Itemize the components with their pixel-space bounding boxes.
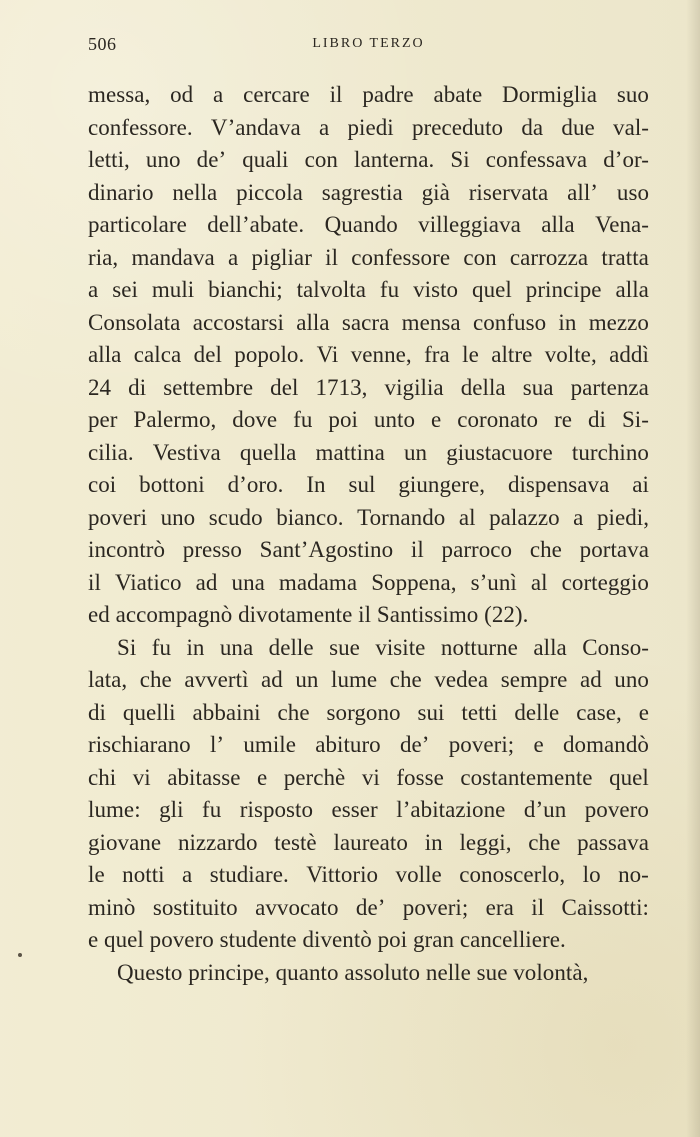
word: mandava [131, 244, 215, 270]
text-line [88, 534, 649, 567]
word: e [533, 732, 544, 757]
word: le [462, 342, 479, 367]
word: cilia. [88, 439, 134, 465]
word: che [277, 699, 310, 725]
text-line-content [88, 762, 649, 795]
word: tetti [461, 699, 498, 725]
text-line-content [88, 112, 649, 145]
scan-shadow-edge [686, 0, 700, 1137]
text-line [88, 762, 649, 795]
text-line-content [88, 502, 649, 535]
word: Sant’Agostino [259, 537, 394, 562]
text-line-content [88, 469, 649, 502]
word: Dormiglia [502, 82, 598, 107]
word: quel [609, 764, 649, 790]
word: 24 [88, 374, 112, 400]
word: de’ [196, 147, 227, 172]
word: piccola [236, 179, 303, 205]
word: alla [541, 212, 575, 237]
text-line-content [88, 697, 649, 730]
word: vi [132, 764, 151, 790]
running-title: LIBRO TERZO [312, 36, 425, 51]
word: abituro [315, 732, 381, 757]
word: due [561, 114, 595, 140]
page-header [88, 34, 649, 58]
word: sempre [500, 667, 568, 692]
word: Viatico [114, 569, 182, 595]
word: nella [172, 179, 218, 205]
word: ad [261, 667, 283, 692]
word: riservata [468, 179, 549, 205]
word: padre [362, 82, 414, 107]
word: Conso- [582, 634, 649, 660]
text-line [88, 697, 649, 730]
text-line [88, 599, 649, 632]
word: re [554, 407, 573, 432]
text-line [88, 144, 649, 177]
word: in [424, 829, 443, 855]
word: povero [584, 797, 649, 822]
word: testè [274, 829, 317, 855]
word: scudo [208, 504, 263, 530]
word: da [521, 114, 544, 140]
word: sacra [341, 309, 390, 335]
word: case, [576, 699, 622, 725]
word: lata, [88, 667, 128, 692]
word: poi [328, 407, 358, 432]
text-line-content [88, 664, 649, 697]
word: confessore [351, 244, 451, 270]
word: poveri; [448, 732, 515, 757]
word: mensa [401, 309, 461, 335]
word: dell’abate. [207, 212, 305, 237]
text-line-content [88, 79, 649, 112]
text-line [88, 859, 649, 892]
word: particolare [88, 212, 187, 237]
word: val- [613, 114, 649, 140]
word: piedi, [596, 504, 649, 530]
word: quel [472, 277, 512, 302]
word: ad [579, 667, 602, 692]
word: volte, [544, 342, 597, 367]
word: giustacuore [446, 439, 553, 465]
word: a [573, 504, 584, 530]
text-line [88, 112, 649, 145]
word: de’ [355, 894, 386, 920]
word: fosse [396, 764, 444, 790]
word: del [270, 374, 299, 400]
word: carrozza [509, 244, 589, 270]
word: alla [296, 309, 330, 335]
word: quali [242, 147, 289, 172]
word: con [463, 244, 497, 270]
word: bottoni [139, 472, 205, 497]
word: l’ [209, 732, 225, 757]
word: portava [579, 537, 649, 562]
word: sua [522, 374, 554, 400]
text-line-content [88, 534, 649, 567]
text-line-content [88, 729, 649, 762]
body-text [88, 79, 649, 989]
text-line [88, 567, 649, 600]
word: mezzo [588, 309, 649, 335]
word: e [256, 764, 268, 790]
word: tratta [601, 244, 649, 270]
word: dove [232, 407, 278, 432]
word: sul [348, 472, 376, 497]
word: alla [615, 277, 649, 302]
text-line [88, 827, 649, 860]
word: poveri [88, 504, 148, 530]
word: settembre [163, 374, 254, 400]
text-line [88, 469, 649, 502]
word: preceduto [411, 114, 504, 140]
text-line [88, 794, 649, 827]
word: quella [239, 439, 297, 465]
word: lume: [88, 797, 141, 822]
word: turchino [571, 439, 649, 465]
word: Soppena, [371, 569, 457, 595]
word: messa, [88, 82, 151, 107]
word: rischiarano [88, 732, 191, 757]
word: chi [88, 764, 117, 790]
word: ai [632, 472, 649, 497]
word: uno [614, 667, 649, 692]
text-line-content [88, 567, 649, 600]
word: studiare. [209, 862, 289, 887]
word: Vestiva [152, 439, 221, 465]
word: esser [331, 797, 378, 822]
word: avvertì [184, 667, 249, 692]
word: cercare [243, 82, 310, 107]
text-line [88, 242, 649, 275]
word: un [403, 439, 428, 465]
text-line [88, 404, 649, 437]
word: od [170, 82, 194, 107]
word: il [329, 82, 343, 107]
text-line [88, 177, 649, 210]
text-line-content: Questo principe, quanto assoluto nelle sue volontà, [117, 959, 589, 985]
word: e [638, 699, 649, 725]
text-line-content [88, 339, 649, 372]
word: de’ [399, 732, 430, 757]
word: era [485, 894, 514, 920]
word: sui [417, 699, 445, 725]
word: fu [293, 407, 313, 432]
word: coronato [457, 407, 539, 432]
word: fu [151, 634, 171, 660]
text-line [88, 502, 649, 535]
text-line [88, 924, 649, 957]
print-speck [18, 953, 22, 957]
word: vigilia [384, 374, 444, 400]
text-line-content [88, 859, 649, 892]
word: confessava [485, 147, 588, 172]
word: quelli [122, 699, 176, 725]
word: leggi, [459, 829, 512, 855]
word: talvolta [296, 277, 366, 302]
text-line [88, 664, 649, 697]
text-line [88, 957, 649, 990]
word: popolo. [234, 342, 305, 367]
text-line [88, 729, 649, 762]
word: il [88, 569, 101, 595]
word: notturne [440, 634, 518, 660]
word: ria, [88, 244, 119, 270]
word: sei [112, 277, 138, 302]
text-line [88, 274, 649, 307]
word: notti [122, 862, 165, 887]
word: di [588, 407, 606, 432]
word: d’oro. [227, 472, 284, 497]
word: una [231, 569, 265, 595]
text-line-content [88, 372, 649, 405]
text-line [88, 892, 649, 925]
word: principe [525, 277, 602, 302]
word: sostituito [152, 894, 238, 920]
word: mattina [315, 439, 385, 465]
word: domandò [562, 732, 649, 757]
word: del [193, 342, 222, 367]
word: che [139, 667, 172, 692]
text-line-content [88, 307, 649, 340]
word: abate [433, 82, 483, 107]
word: che [529, 537, 562, 562]
word: corteggio [561, 569, 649, 595]
word: passava [577, 829, 649, 855]
word: delle [268, 634, 314, 660]
word: venne, [350, 342, 412, 367]
text-line-content: e quel povero studente diventò poi gran cancelliere. [88, 927, 566, 952]
text-line-content [88, 242, 649, 275]
word: giungere, [398, 472, 486, 497]
word: perchè [283, 764, 346, 790]
word: lume [331, 667, 378, 692]
text-line-content [88, 437, 649, 470]
word: dinario [88, 179, 154, 205]
text-line-content [88, 209, 649, 242]
word: Consolata [88, 309, 181, 335]
word: dispensava [507, 472, 610, 497]
word: della [460, 374, 506, 400]
word: a [182, 862, 193, 887]
word: poveri; [402, 894, 469, 920]
word: uno [145, 147, 181, 172]
word: presso [182, 537, 242, 562]
word: visto [413, 277, 459, 302]
word: già [421, 179, 450, 205]
word: d’or- [603, 147, 649, 172]
text-line [88, 307, 649, 340]
word: il [325, 244, 339, 270]
text-line-content: ed accompagnò divotamente il Santissimo (22). [88, 602, 529, 627]
word: Si- [621, 407, 649, 432]
text-line-content [88, 827, 649, 860]
text-line-content [88, 794, 649, 827]
word: parroco [441, 537, 513, 562]
word: sagrestia [321, 179, 403, 205]
word: in [558, 309, 577, 335]
word: vi [361, 764, 380, 790]
text-line-content [117, 632, 649, 665]
text-line-content [88, 892, 649, 925]
word: no- [618, 862, 649, 887]
word: che [528, 829, 561, 855]
word: unto [373, 407, 416, 432]
word: Caissotti: [561, 894, 649, 920]
word: a [318, 114, 330, 140]
word: incontrò [88, 537, 166, 562]
word: madama [278, 569, 358, 595]
word: sue [329, 634, 360, 660]
word: di [88, 699, 106, 725]
text-line-content [88, 404, 649, 437]
text-line-content [88, 177, 649, 210]
word: giovane [88, 829, 162, 855]
word: lanterna. [354, 147, 435, 172]
word: con [304, 147, 338, 172]
word: fu [202, 797, 222, 822]
word: confuso [472, 309, 547, 335]
word: costantemente [460, 764, 593, 790]
word: V’andava [210, 114, 301, 140]
word: delle [514, 699, 560, 725]
word: Palermo, [133, 407, 217, 432]
word: a [88, 277, 99, 302]
word: al [458, 504, 476, 530]
word: minò [88, 894, 136, 920]
word: Vittorio [306, 862, 379, 887]
text-line [88, 372, 649, 405]
word: visite [375, 634, 426, 660]
text-line [88, 437, 649, 470]
word: un [295, 667, 319, 692]
word: Tornando [357, 504, 446, 530]
word: pigliar [251, 244, 312, 270]
word: bianchi; [208, 277, 283, 302]
word: e [430, 407, 442, 432]
word: altre [491, 342, 533, 367]
word: le [88, 862, 105, 887]
word: 1713, [315, 374, 368, 400]
word: letti, [88, 147, 130, 172]
page-number: 506 [88, 34, 117, 54]
word: all’ [567, 179, 599, 205]
word: risposto [239, 797, 314, 822]
word: che [389, 667, 422, 692]
word: il [531, 894, 545, 920]
word: uso [616, 179, 649, 205]
word: Vi [316, 342, 339, 367]
word: muli [151, 277, 195, 302]
word: addì [609, 342, 649, 367]
word: l’abitazione [396, 797, 506, 822]
word: Quando [324, 212, 398, 237]
word: ad [195, 569, 218, 595]
word: alla [88, 342, 122, 367]
word: a [213, 82, 224, 107]
word: al [530, 569, 548, 595]
word: bianco. [276, 504, 344, 530]
word: gli [159, 797, 184, 822]
word: coi [88, 472, 117, 497]
word: Si [450, 147, 470, 172]
word: alla [533, 634, 567, 660]
word: d’un [523, 797, 567, 822]
word: in [186, 634, 205, 660]
word: fu [379, 277, 400, 302]
word: vedea [434, 667, 489, 692]
word: di [128, 374, 147, 400]
word: uno [160, 504, 196, 530]
word: lo [582, 862, 601, 887]
text-line [88, 632, 649, 665]
word: fra [424, 342, 450, 367]
word: accostarsi [192, 309, 284, 335]
word: Si [117, 634, 137, 660]
word: avvocato [255, 894, 339, 920]
word: per [88, 407, 118, 432]
text-line-content [88, 144, 649, 177]
text-line [88, 79, 649, 112]
word: partenza [570, 374, 649, 400]
word: sorgono [326, 699, 401, 725]
word: calca [133, 342, 182, 367]
word: suo [616, 82, 649, 107]
text-line [88, 209, 649, 242]
word: nizzardo [177, 829, 258, 855]
word: piedi [347, 114, 394, 140]
word: abbaini [192, 699, 261, 725]
word: confessore. [88, 114, 193, 140]
word: umile [243, 732, 296, 757]
word: volle [395, 862, 442, 887]
word: Vena- [595, 212, 649, 237]
word: In [306, 472, 326, 497]
word: abitasse [167, 764, 241, 790]
word: conoscerlo, [459, 862, 566, 887]
word: laureato [333, 829, 408, 855]
word: il [410, 537, 424, 562]
word: villeggiava [418, 212, 521, 237]
text-line [88, 339, 649, 372]
word: palazzo [489, 504, 560, 530]
text-line-content [88, 274, 649, 307]
word: a [228, 244, 239, 270]
word: una [219, 634, 254, 660]
word: s’unì [470, 569, 517, 595]
